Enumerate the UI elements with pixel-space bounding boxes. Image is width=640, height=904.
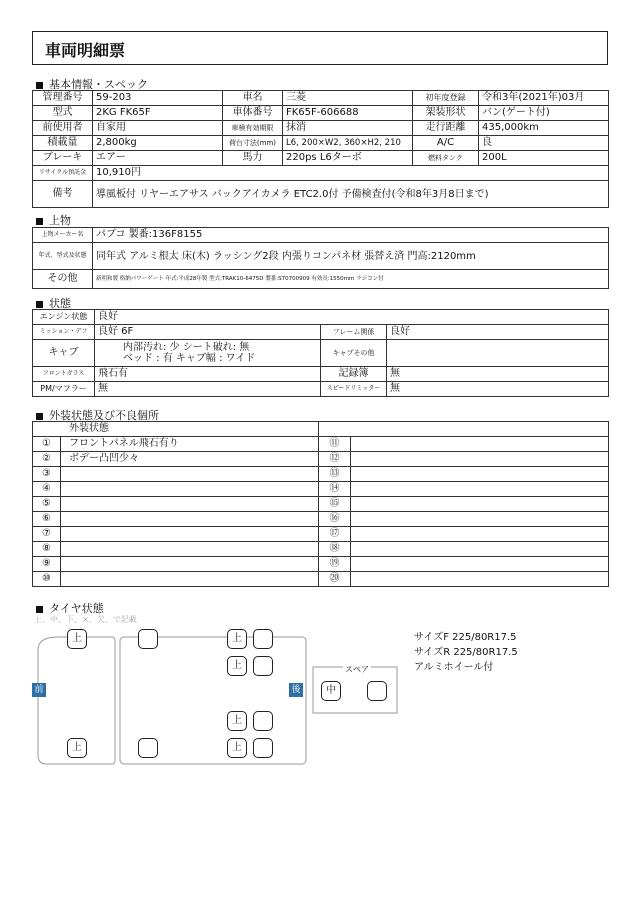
label-cargo-year: 年式、型式及状態 bbox=[33, 243, 93, 270]
value-front-glass: 飛石有 bbox=[95, 367, 321, 382]
value-brake: エアー bbox=[93, 151, 223, 166]
exterior-right-no: ⑰ bbox=[319, 527, 351, 542]
label-remarks: 備考 bbox=[33, 181, 93, 208]
tire-front-left[interactable]: 上 bbox=[67, 629, 87, 649]
tire-legend: 上、中、下、×、欠、で記載 bbox=[34, 615, 137, 624]
label-capacity: 積載量 bbox=[33, 136, 93, 151]
tire-rear-bottom-1[interactable]: 上 bbox=[227, 711, 247, 731]
label-mileage: 走行距離 bbox=[413, 121, 479, 136]
rear-tag: 後 bbox=[289, 683, 303, 697]
value-cargo-maker: パブコ 製番:136F8155 bbox=[93, 228, 609, 243]
exterior-left-no: ⑤ bbox=[33, 497, 61, 512]
exterior-left-no: ④ bbox=[33, 482, 61, 497]
value-prev-user: 自家用 bbox=[93, 121, 223, 136]
exterior-left-no: ① bbox=[33, 437, 61, 452]
value-car-name: 三菱 bbox=[283, 91, 413, 106]
exterior-header: 外装状態 bbox=[33, 422, 319, 437]
page-title: 車両明細票 bbox=[45, 41, 126, 60]
label-bed-size: 荷台寸法(mm) bbox=[223, 136, 283, 151]
exterior-right-no: ⑳ bbox=[319, 572, 351, 587]
label-mission: ミッション・デフ bbox=[33, 325, 95, 340]
exterior-left-no: ⑨ bbox=[33, 557, 61, 572]
section-exterior-label: 外装状態及び不良個所 bbox=[49, 409, 159, 422]
tire-spare-2[interactable] bbox=[367, 681, 387, 701]
tire-rear-bottom-3[interactable]: 上 bbox=[227, 738, 247, 758]
value-cab-line2: ベッド : 有 キャブ幅 : ワイド bbox=[123, 353, 256, 364]
exterior-right-no: ⑬ bbox=[319, 467, 351, 482]
tire-wheel-note: アルミホイール付 bbox=[414, 662, 494, 673]
label-horsepower: 馬力 bbox=[223, 151, 283, 166]
label-ac: A/C bbox=[413, 136, 479, 151]
value-bed-size: L6, 200×W2, 360×H2, 210 bbox=[283, 136, 413, 151]
label-car-name: 車名 bbox=[223, 91, 283, 106]
exterior-left-no: ③ bbox=[33, 467, 61, 482]
value-fuel-tank: 200L bbox=[479, 151, 609, 166]
value-first-reg: 令和3年(2021年)03月 bbox=[479, 91, 609, 106]
value-model: 2KG FK65F bbox=[93, 106, 223, 121]
label-cab-other: キャブその他 bbox=[321, 340, 387, 367]
label-cargo-other: その他 bbox=[33, 270, 93, 289]
section-cargo-label: 上物 bbox=[49, 214, 71, 227]
label-engine: エンジン状態 bbox=[33, 310, 95, 325]
section-tire-label: タイヤ状態 bbox=[49, 602, 104, 615]
value-records: 無 bbox=[387, 367, 609, 382]
value-cargo-other: 新明和製 格納パワーゲート 年式:平成28年製 型式:TRAK10-6475D 製番:S70700909 有効長:1550mm ラジコン付 bbox=[93, 270, 609, 289]
label-body-shape: 架装形状 bbox=[413, 106, 479, 121]
exterior-left-no: ⑩ bbox=[33, 572, 61, 587]
label-front-glass: フロントガラス bbox=[33, 367, 95, 382]
value-mileage: 435,000km bbox=[479, 121, 609, 136]
label-cab: キャブ bbox=[33, 340, 95, 367]
value-ac: 良 bbox=[479, 136, 609, 151]
exterior-right-no: ⑲ bbox=[319, 557, 351, 572]
label-management-no: 管理番号 bbox=[33, 91, 93, 106]
value-recycle: 10,910円 bbox=[93, 166, 609, 181]
exterior-left-text: ボデー凸凹少々 bbox=[61, 452, 319, 467]
value-chassis-no: FK65F-606688 bbox=[283, 106, 413, 121]
section-condition-label: 状態 bbox=[49, 297, 71, 310]
exterior-right-no: ⑫ bbox=[319, 452, 351, 467]
label-prev-user: 前使用者 bbox=[33, 121, 93, 136]
label-pm-muffler: PM/マフラー bbox=[33, 382, 95, 397]
value-cargo-year: 同年式 アルミ根太 床(木) ラッシング2段 内張りコンパネ材 張替え済 門高:2120mm bbox=[93, 243, 609, 270]
exterior-right-no: ⑯ bbox=[319, 512, 351, 527]
front-tag: 前 bbox=[32, 683, 46, 697]
exterior-left-no: ⑦ bbox=[33, 527, 61, 542]
value-remarks: 導風板付 リヤーエアサス バックアイカメラ ETC2.0付 予備検査付(令和8年3月8日まで) bbox=[93, 181, 609, 208]
label-fuel-tank: 燃料タンク bbox=[413, 151, 479, 166]
tire-size-rear: サイズR 225/80R17.5 bbox=[414, 647, 518, 658]
spare-label: スペア bbox=[345, 665, 369, 674]
tire-rear-top-1[interactable]: 上 bbox=[227, 629, 247, 649]
value-pm-muffler: 無 bbox=[95, 382, 321, 397]
tire-rear-top-2[interactable] bbox=[253, 629, 273, 649]
value-cab-line1: 内部汚れ: 少 シート破れ: 無 bbox=[123, 342, 250, 353]
label-recycle: リサイクル預託金 bbox=[33, 166, 93, 181]
value-speed-limiter: 無 bbox=[387, 382, 609, 397]
exterior-left-no: ⑥ bbox=[33, 512, 61, 527]
tire-rear-bottom-2[interactable] bbox=[253, 711, 273, 731]
label-chassis-no: 車体番号 bbox=[223, 106, 283, 121]
value-frame: 良好 bbox=[387, 325, 609, 340]
tire-mid-bottom[interactable] bbox=[138, 738, 158, 758]
exterior-right-no: ⑭ bbox=[319, 482, 351, 497]
label-inspection: 車検有効期限 bbox=[223, 121, 283, 136]
tire-spare-1[interactable]: 中 bbox=[321, 681, 341, 701]
exterior-left-no: ⑧ bbox=[33, 542, 61, 557]
value-management-no: 59-203 bbox=[93, 91, 223, 106]
label-model: 型式 bbox=[33, 106, 93, 121]
label-cargo-maker: 上物メーカー名 bbox=[33, 228, 93, 243]
tire-mid-top[interactable] bbox=[138, 629, 158, 649]
value-capacity: 2,800kg bbox=[93, 136, 223, 151]
exterior-right-no: ⑪ bbox=[319, 437, 351, 452]
section-basic-label: 基本情報・スペック bbox=[49, 78, 148, 91]
tire-size-front: サイズF 225/80R17.5 bbox=[414, 632, 517, 643]
label-records: 記録簿 bbox=[321, 367, 387, 382]
label-brake: ブレーキ bbox=[33, 151, 93, 166]
label-first-reg: 初年度登録 bbox=[413, 91, 479, 106]
label-speed-limiter: スピードリミッター bbox=[321, 382, 387, 397]
tire-rear-top-4[interactable] bbox=[253, 656, 273, 676]
exterior-right-no: ⑱ bbox=[319, 542, 351, 557]
tire-rear-bottom-4[interactable] bbox=[253, 738, 273, 758]
value-engine: 良好 bbox=[95, 310, 609, 325]
value-body-shape: バン(ゲート付) bbox=[479, 106, 609, 121]
label-frame: フレーム関係 bbox=[321, 325, 387, 340]
value-mission: 良好 6F bbox=[95, 325, 321, 340]
value-inspection: 抹消 bbox=[283, 121, 413, 136]
exterior-right-no: ⑮ bbox=[319, 497, 351, 512]
value-horsepower: 220ps L6ターボ bbox=[283, 151, 413, 166]
exterior-left-no: ② bbox=[33, 452, 61, 467]
exterior-left-text: フロントパネル飛石有り bbox=[61, 437, 319, 452]
tire-front-right[interactable]: 上 bbox=[67, 738, 87, 758]
tire-rear-top-3[interactable]: 上 bbox=[227, 656, 247, 676]
